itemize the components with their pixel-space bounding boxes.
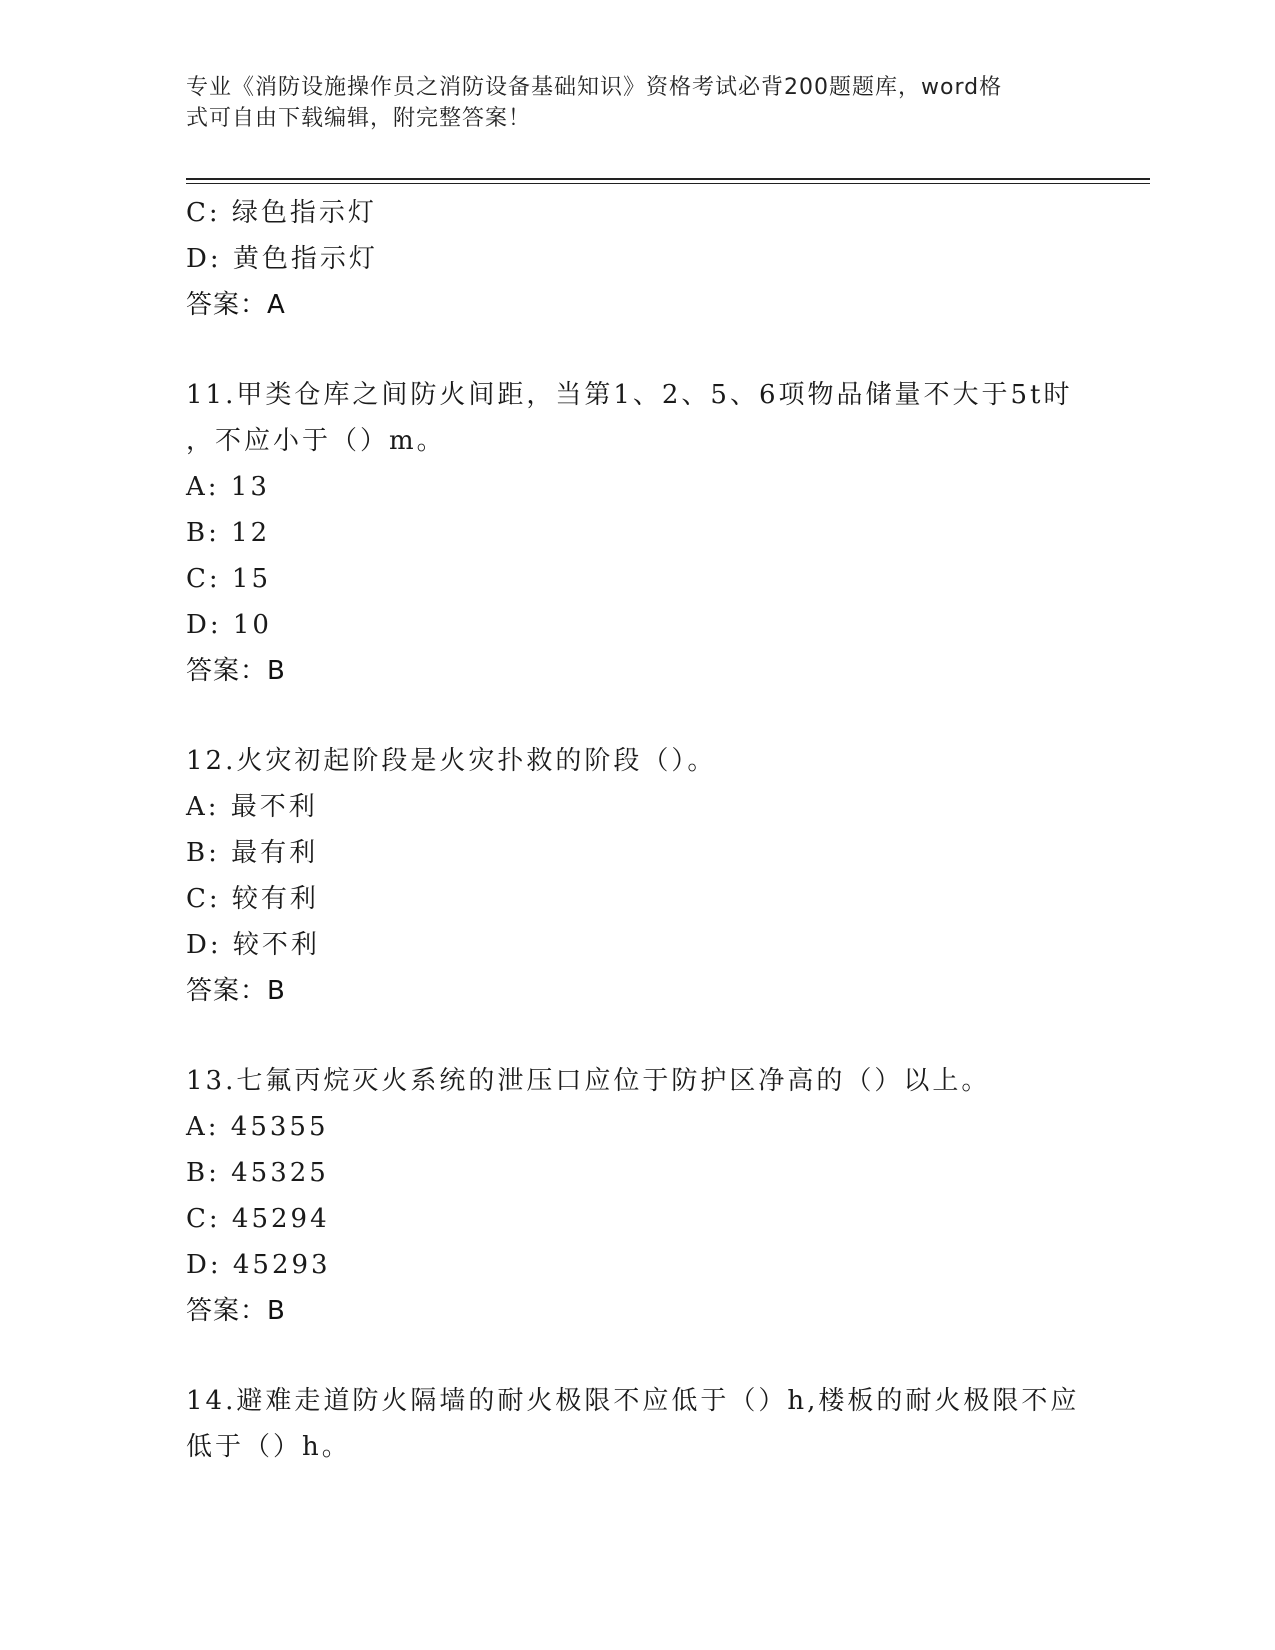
answer-line: 答案：B (186, 656, 286, 686)
option-c: C: 15 (186, 564, 272, 594)
option-d: D: 45293 (186, 1250, 331, 1280)
answer-line: 答案：A (186, 290, 286, 320)
header-line-1: 专业《消防设施操作员之消防设备基础知识》资格考试必背200题题库，word格 (186, 75, 1003, 100)
option-d: D: 10 (186, 610, 272, 640)
header-divider-thin (186, 183, 1150, 184)
header-divider-thick (186, 178, 1150, 180)
question-stem-line: 低于（）h。 (186, 1432, 351, 1462)
option-b: B: 12 (186, 518, 271, 548)
question-14 (186, 1378, 1086, 1470)
question-stem-line: 11.甲类仓库之间防火间距，当第1、2、5、6项物品储量不大于5t时 (186, 380, 1073, 410)
question-13 (186, 1058, 1086, 1334)
continued-question (186, 190, 1086, 328)
question-12 (186, 738, 1086, 1014)
document-header (186, 72, 1086, 134)
option-b: B: 45325 (186, 1158, 329, 1188)
question-stem-line: 14.避难走道防火隔墙的耐火极限不应低于（）h,楼板的耐火极限不应 (186, 1386, 1080, 1416)
option-d: D: 较不利 (186, 930, 320, 960)
question-stem-line: ，不应小于（）m。 (186, 426, 446, 456)
option-a: A: 45355 (186, 1112, 329, 1142)
spacer (186, 1014, 1086, 1058)
document-body (186, 190, 1086, 1470)
option-c: C: 较有利 (186, 884, 319, 914)
option-b: B: 最有利 (186, 838, 319, 868)
spacer (186, 1334, 1086, 1378)
answer-line: 答案：B (186, 976, 286, 1006)
option-a: A: 最不利 (186, 792, 318, 822)
option-a: A: 13 (186, 472, 270, 502)
spacer (186, 328, 1086, 372)
spacer (186, 694, 1086, 738)
question-stem-line: 13.七氟丙烷灭火系统的泄压口应位于防护区净高的（）以上。 (186, 1066, 991, 1096)
answer-line: 答案：B (186, 1296, 286, 1326)
header-line-2: 式可自由下载编辑，附完整答案！ (186, 106, 532, 131)
question-stem-line: 12.火灾初起阶段是火灾扑救的阶段（）。 (186, 746, 717, 776)
question-11 (186, 372, 1086, 694)
option-c: C: 45294 (186, 1204, 330, 1234)
option-c: C: 绿色指示灯 (186, 198, 377, 228)
option-d: D: 黄色指示灯 (186, 244, 378, 274)
